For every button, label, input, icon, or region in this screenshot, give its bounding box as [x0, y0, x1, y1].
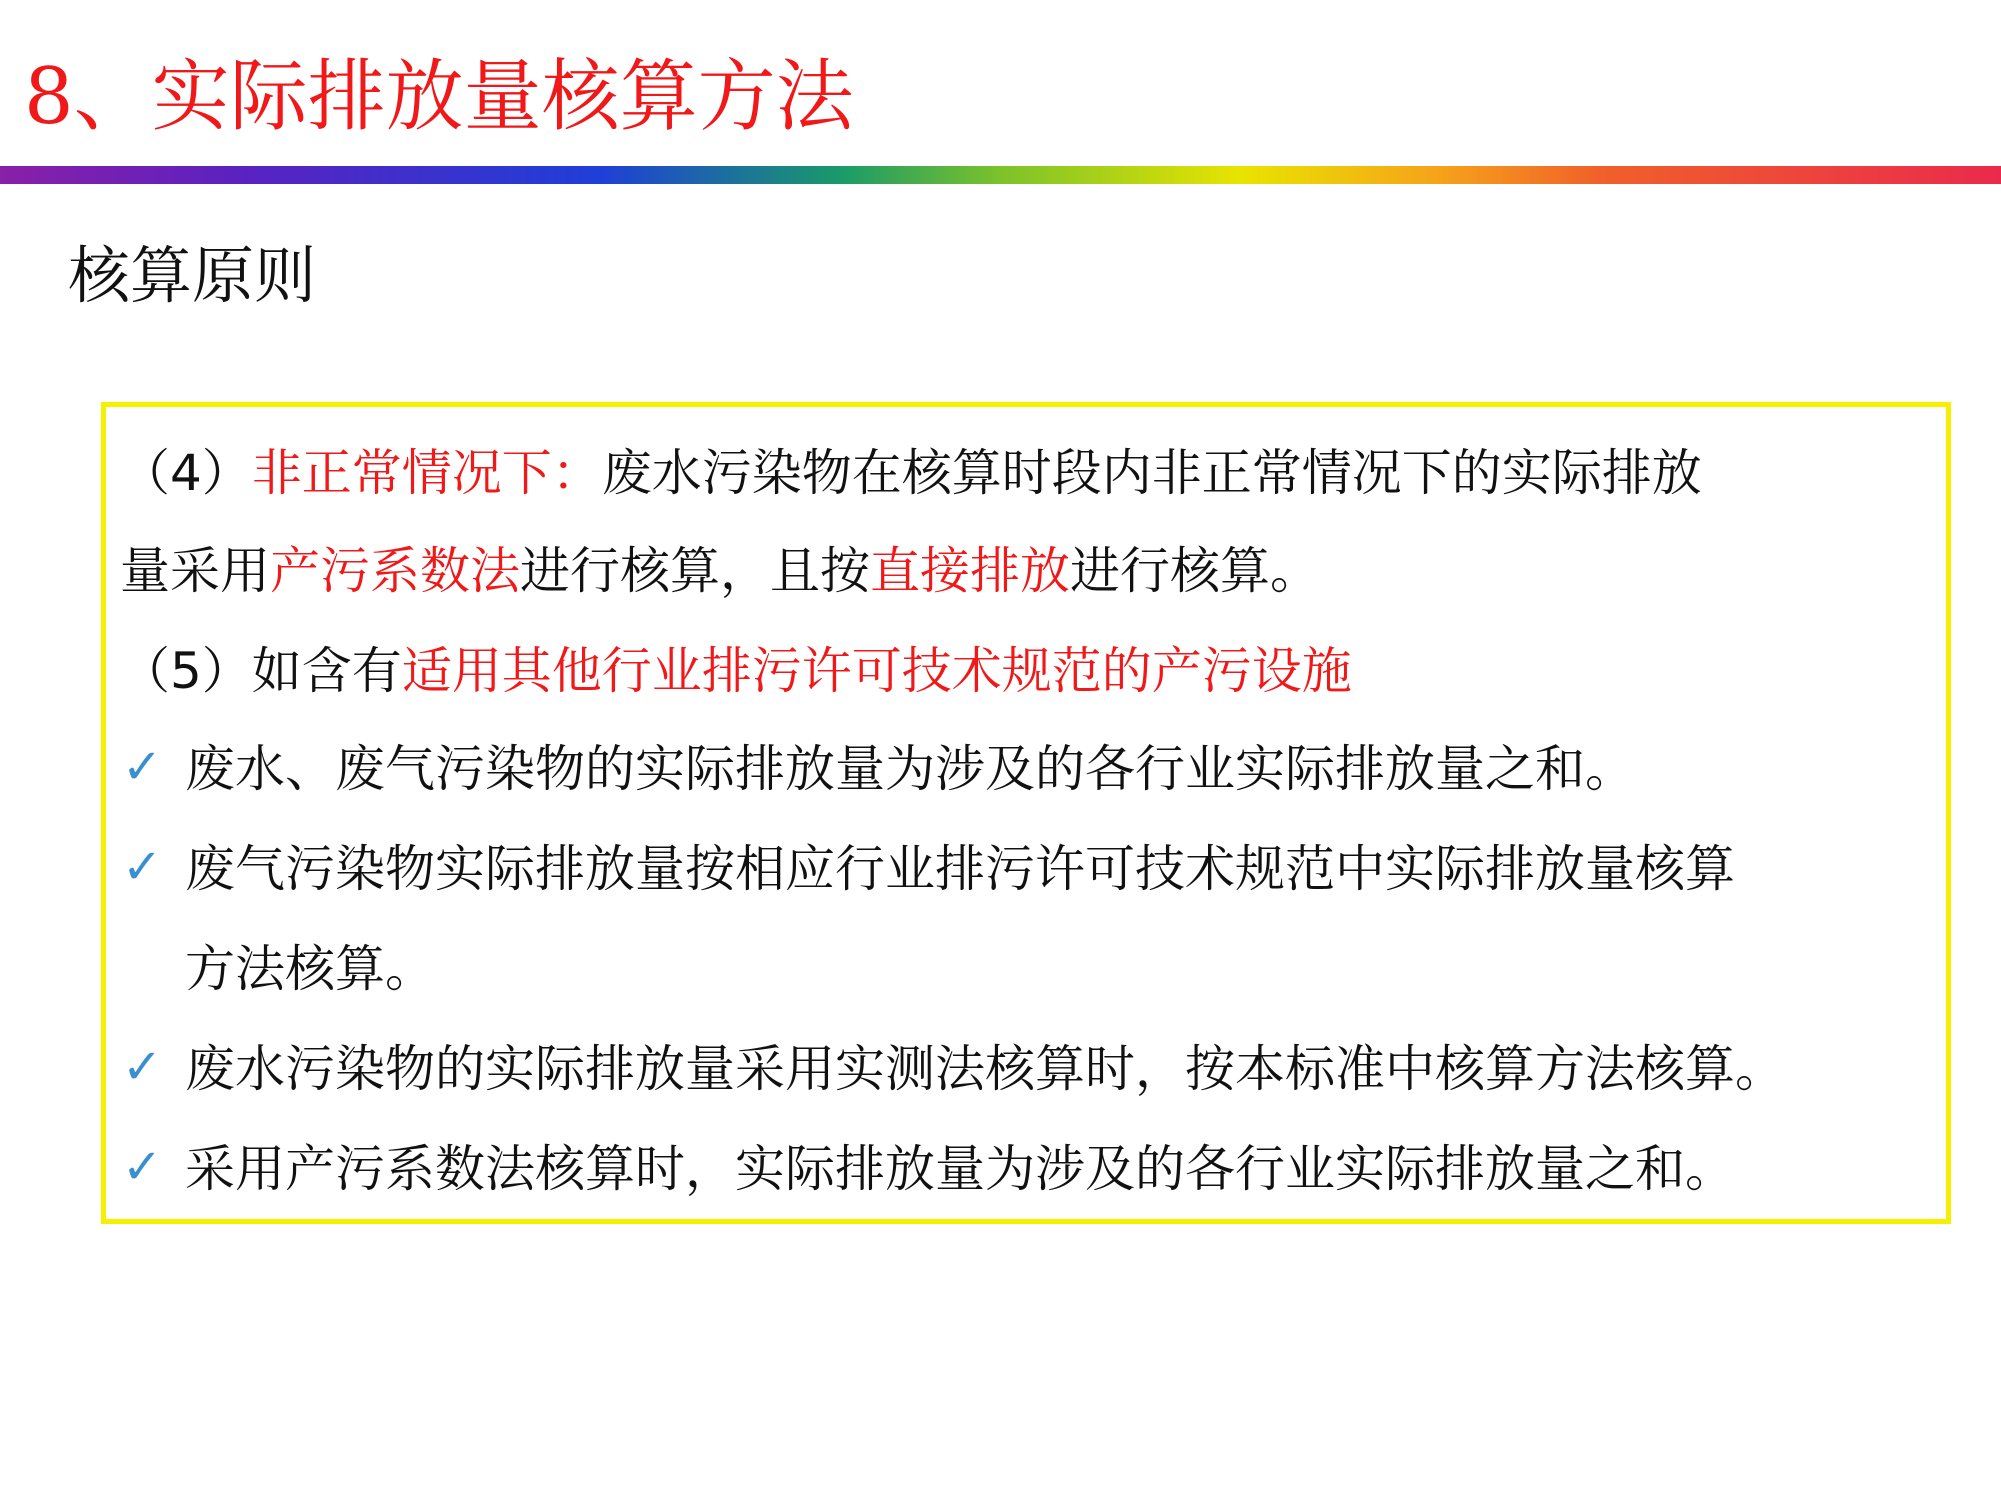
- bullet-1: 废水、废气污染物的实际排放量为涉及的各行业实际排放量之和。: [185, 740, 1635, 798]
- item-4-line-2: [120, 536, 1320, 606]
- item-5-line: [120, 636, 1352, 706]
- checkmark-icon: ✓: [122, 839, 163, 895]
- item-4-emission: 直接排放: [870, 542, 1070, 600]
- item-4-label: 非正常情况下：: [251, 444, 602, 502]
- checkmark-icon: ✓: [122, 1039, 163, 1095]
- bullet-2-line-2: 方法核算。: [185, 940, 435, 998]
- checkmark-icon: ✓: [122, 739, 163, 795]
- section-heading: 核算原则: [68, 239, 317, 312]
- item-4-text: 进行核算。: [1070, 542, 1320, 600]
- bullet-2-line-1: 废气污染物实际排放量按相应行业排污许可技术规范中实际排放量核算: [185, 840, 1735, 898]
- item-5-label: 适用其他行业排污许可技术规范的产污设施: [401, 642, 1352, 700]
- slide-title: 8、实际排放量核算方法: [24, 52, 854, 142]
- item-4-line-1: [120, 438, 1702, 508]
- bullet-4: 采用产污系数法核算时，实际排放量为涉及的各行业实际排放量之和。: [185, 1140, 1735, 1198]
- item-4-method: 产污系数法: [270, 542, 520, 600]
- bullet-3: 废水污染物的实际排放量采用实测法核算时，按本标准中核算方法核算。: [185, 1040, 1785, 1098]
- item-4-text: 废水污染物在核算时段内非正常情况下的实际排放: [601, 444, 1702, 502]
- item-4-text: 进行核算，且按: [520, 542, 870, 600]
- item-4-prefix: （4）: [120, 444, 252, 502]
- title-divider: [0, 166, 2001, 184]
- checkmark-icon: ✓: [122, 1139, 163, 1195]
- item-5-prefix: （5）如含有: [120, 642, 402, 700]
- item-4-text: 量采用: [120, 542, 270, 600]
